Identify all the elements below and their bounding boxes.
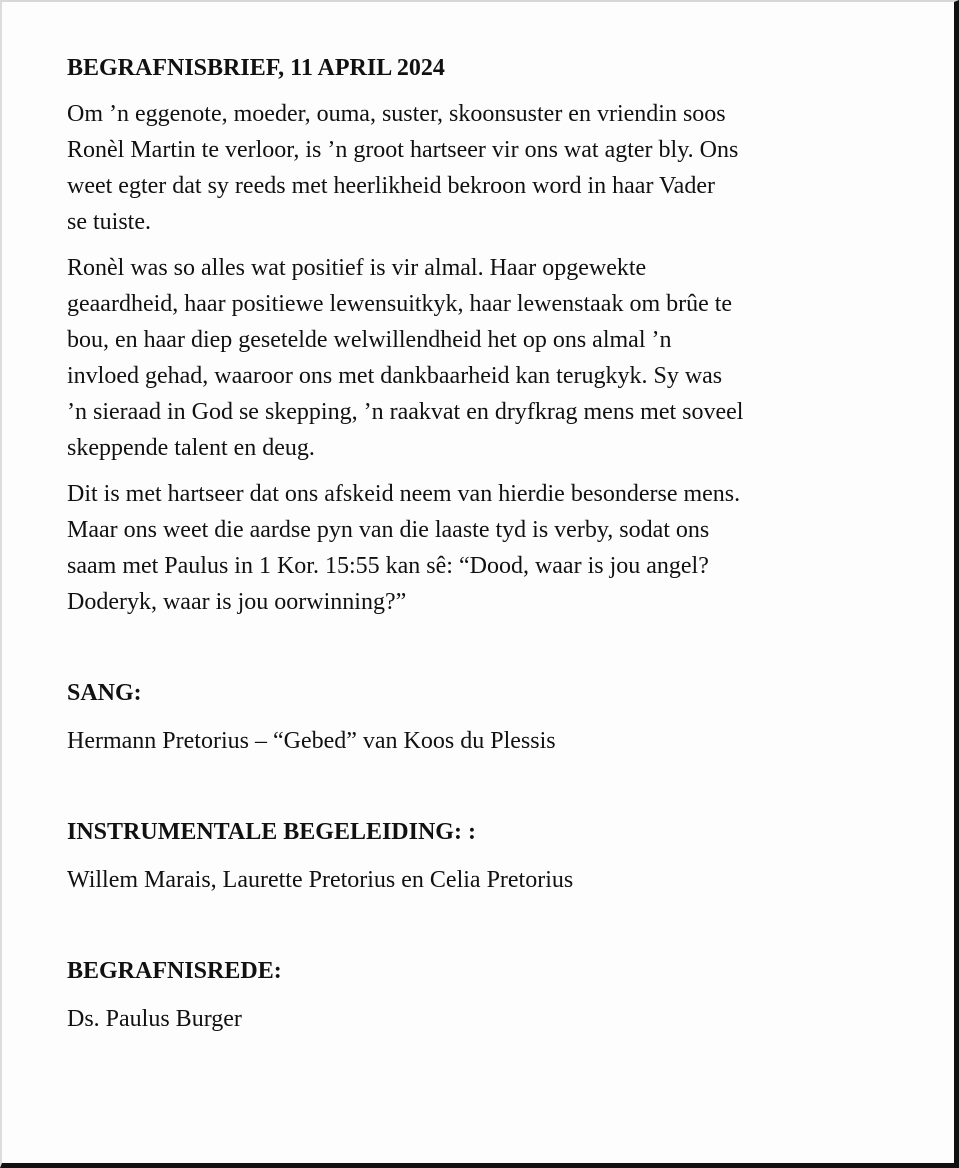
text-line: weet egter dat sy reeds met heerlikheid bekroon word in haar Vader bbox=[67, 173, 715, 199]
text-line: Ronèl Martin te verloor, is ’n groot hartseer vir ons wat agter bly. Ons bbox=[67, 137, 739, 163]
text-line: saam met Paulus in 1 Kor. 15:55 kan sê: “Dood, waar is jou angel? bbox=[67, 553, 709, 579]
section-heading-sang: SANG: bbox=[67, 680, 142, 706]
text-line: bou, en haar diep gesetelde welwillendheid het op ons almal ’n bbox=[67, 327, 672, 353]
text-line: Om ’n eggenote, moeder, ouma, suster, skoonsuster en vriendin soos bbox=[67, 101, 726, 127]
paragraph-tribute-character bbox=[67, 250, 917, 466]
text-line: Dit is met hartseer dat ons afskeid neem van hierdie besonderse mens. bbox=[67, 481, 741, 507]
section-text-instrumentale-begeleiding: Willem Marais, Laurette Pretorius en Celia Pretorius bbox=[67, 867, 574, 893]
text-line: Ronèl was so alles wat positief is vir almal. Haar opgewekte bbox=[67, 255, 647, 281]
text-line: invloed gehad, waaroor ons met dankbaarheid kan terugkyk. Sy was bbox=[67, 363, 723, 389]
paragraph-tribute-intro bbox=[67, 96, 917, 240]
section-heading-begrafnisrede: BEGRAFNISREDE: bbox=[67, 958, 282, 984]
document-title: BEGRAFNISBRIEF, 11 APRIL 2024 bbox=[67, 55, 445, 81]
document-content bbox=[67, 50, 917, 1037]
section-sang bbox=[67, 675, 917, 759]
section-begrafnisrede bbox=[67, 953, 917, 1037]
section-heading-instrumentale-begeleiding: INSTRUMENTALE BEGELEIDING: : bbox=[67, 819, 476, 845]
section-text-sang: Hermann Pretorius – “Gebed” van Koos du Plessis bbox=[67, 728, 556, 754]
text-line: Doderyk, waar is jou oorwinning?” bbox=[67, 589, 407, 615]
text-line: geaardheid, haar positiewe lewensuitkyk, haar lewenstaak om brûe te bbox=[67, 291, 733, 317]
text-line: se tuiste. bbox=[67, 209, 151, 235]
text-line: skeppende talent en deug. bbox=[67, 435, 315, 461]
text-line: ’n sieraad in God se skepping, ’n raakvat en dryfkrag mens met soveel bbox=[67, 399, 744, 425]
text-line: Maar ons weet die aardse pyn van die laaste tyd is verby, sodat ons bbox=[67, 517, 710, 543]
paragraph-tribute-farewell bbox=[67, 476, 917, 620]
section-text-begrafnisrede: Ds. Paulus Burger bbox=[67, 1006, 242, 1032]
section-instrumentale-begeleiding bbox=[67, 814, 917, 898]
